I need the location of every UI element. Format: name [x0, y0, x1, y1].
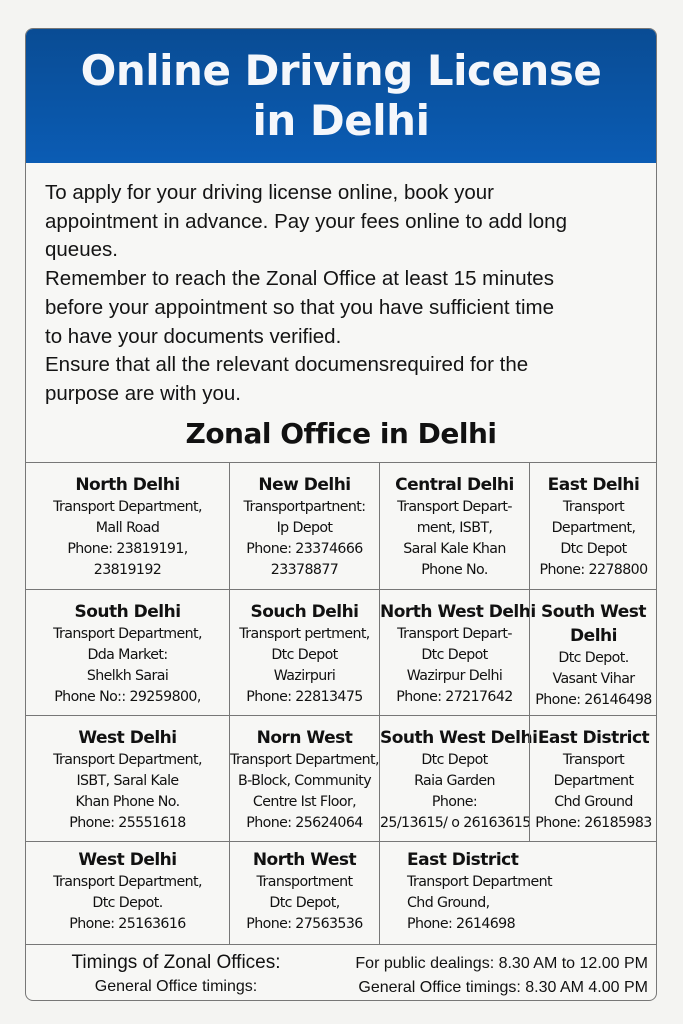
office-line: Transport Depart- [397, 499, 512, 515]
table-row [26, 463, 656, 590]
office-phone: Phone: 27563536 [246, 916, 363, 932]
office-cell [26, 463, 229, 589]
intro-line: queues. [45, 238, 118, 262]
office-line: Vasant Vihar [552, 671, 635, 687]
office-line: Dtc Depot. [558, 650, 629, 666]
office-name: North Delhi [75, 475, 180, 495]
zonal-office-heading: Zonal Office in Delhi [185, 417, 497, 450]
intro-line: Remember to reach the Zonal Office at least 15 minutes [45, 267, 554, 291]
office-line: Transport pertment, [239, 626, 370, 642]
timings-title: Timings of Zonal Offices: [71, 952, 281, 973]
office-name: West Delhi [78, 850, 177, 870]
timings-labels [26, 950, 326, 999]
office-name: East District [537, 728, 650, 748]
title-line-1: Online Driving License [80, 46, 602, 95]
office-line: Centre Ist Floor, [252, 794, 357, 810]
office-phone: Phone: 26146498 [535, 692, 652, 708]
office-phone: Phone: 26185983 [535, 815, 652, 831]
intro-line: before your appointment so that you have sufficient time [45, 295, 555, 319]
office-line: Department, [551, 520, 636, 536]
office-line: Dtc Depot. [92, 895, 163, 911]
office-line: Dtc Depot [271, 647, 338, 663]
office-line: Dtc Depot [560, 541, 627, 557]
office-phone: Phone: 25551618 [69, 815, 186, 831]
office-name: Delhi [570, 626, 617, 646]
intro-line: appointment in advance. Pay your fees online to add long [45, 209, 567, 233]
general-office-timing: General Office timings: 8.30 AM 4.00 PM [358, 979, 648, 996]
office-line: Ip Depot [276, 520, 333, 536]
office-phone: Phone No. [421, 562, 488, 578]
office-name: East Delhi [547, 475, 640, 495]
office-cell [529, 463, 657, 589]
table-row [26, 716, 656, 842]
office-line: Transportment [256, 874, 353, 890]
office-line: Transport [562, 752, 625, 768]
title-line-2: in Delhi [252, 96, 430, 145]
office-phone: Phone: 23819191, [67, 541, 188, 557]
intro-line: to have your documents verified. [45, 324, 342, 348]
intro-line: purpose are with you. [45, 381, 242, 405]
office-phone: Phone: 27217642 [396, 689, 513, 705]
office-phone: Phone: 25163616 [69, 916, 186, 932]
office-name: South West Delhi [380, 728, 538, 748]
header-banner [26, 29, 656, 163]
office-name: South West [540, 602, 647, 622]
office-line: Mall Road [95, 520, 160, 536]
office-cell [229, 842, 379, 944]
office-line: Transport Department, [53, 499, 202, 515]
office-phone: Phone No:: 29259800, [54, 689, 201, 705]
office-name: East District [407, 850, 519, 870]
office-line: Wazirpur Delhi [406, 668, 503, 684]
office-cell [379, 590, 536, 715]
office-phone: 25/13615/ o 26163615 [380, 815, 531, 831]
intro-text [45, 179, 645, 409]
office-line: Dtc Depot [421, 752, 488, 768]
office-cell [529, 590, 657, 715]
office-name: South Delhi [74, 602, 181, 622]
office-name: Souch Delhi [250, 602, 359, 622]
office-line: ment, ISBT, [416, 520, 493, 536]
office-cell [529, 716, 657, 841]
office-cell [379, 716, 538, 841]
office-name: Central Delhi [395, 475, 514, 495]
license-info-card [25, 28, 657, 1001]
office-cell [379, 842, 657, 944]
page-title [81, 46, 602, 146]
office-name: Norn West [256, 728, 353, 748]
office-cell [229, 716, 379, 841]
office-line: Shelkh Sarai [86, 668, 169, 684]
office-line: Transport Department, [53, 626, 202, 642]
office-phone: Phone: 2278800 [539, 562, 648, 578]
intro-line: To apply for your driving license online, book your [45, 181, 494, 204]
office-line: Khan Phone No. [75, 794, 180, 810]
office-line: Wazirpuri [273, 668, 336, 684]
office-line: Phone: [431, 794, 478, 810]
office-cell [26, 716, 229, 841]
office-cell [379, 463, 529, 589]
office-line: Transport Department [407, 874, 552, 890]
office-phone: Phone: 23374666 [246, 541, 363, 557]
office-name: New Delhi [258, 475, 351, 495]
office-line: ISBT, Saral Kale [76, 773, 179, 789]
table-row [26, 590, 656, 716]
office-phone: 23378877 [270, 562, 339, 578]
office-line: Dda Market: [87, 647, 168, 663]
office-line: Dtc Depot, [269, 895, 340, 911]
table-row [26, 842, 656, 945]
timings-values [355, 952, 648, 1000]
office-line: Transport [562, 499, 625, 515]
office-line: Chd Ground, [407, 895, 490, 911]
office-line: Transport Department, [230, 752, 379, 768]
office-line: Saral Kale Khan [403, 541, 506, 557]
office-cell [229, 463, 379, 589]
office-phone: Phone: 25624064 [246, 815, 363, 831]
office-line: Raia Garden [414, 773, 495, 789]
general-office-label: General Office timings: [94, 978, 258, 995]
office-phone: Phone: 22813475 [246, 689, 363, 705]
office-line: Transportpartnent: [243, 499, 366, 515]
office-name: North West [252, 850, 357, 870]
office-phone: Phone: 2614698 [407, 916, 516, 932]
office-line: Chd Ground [554, 794, 633, 810]
office-cell [26, 590, 229, 715]
office-cell [26, 842, 229, 944]
office-cell [229, 590, 379, 715]
intro-line: Ensure that all the relevant documensrequired for the [45, 353, 529, 377]
office-line: Transport Department, [53, 874, 202, 890]
office-line: Department [553, 773, 634, 789]
zonal-office-table [26, 462, 656, 945]
timings-footer [26, 944, 656, 1001]
office-line: Transport Depart- [397, 626, 512, 642]
public-dealings-timing: For public dealings: 8.30 AM to 12.00 PM [355, 955, 648, 972]
office-name: North West Delhi [380, 602, 536, 622]
office-phone: 23819192 [93, 562, 162, 578]
office-line: B-Block, Community [237, 773, 372, 789]
office-line: Dtc Depot [421, 647, 488, 663]
office-line: Transport Department, [53, 752, 202, 768]
office-name: West Delhi [78, 728, 177, 748]
